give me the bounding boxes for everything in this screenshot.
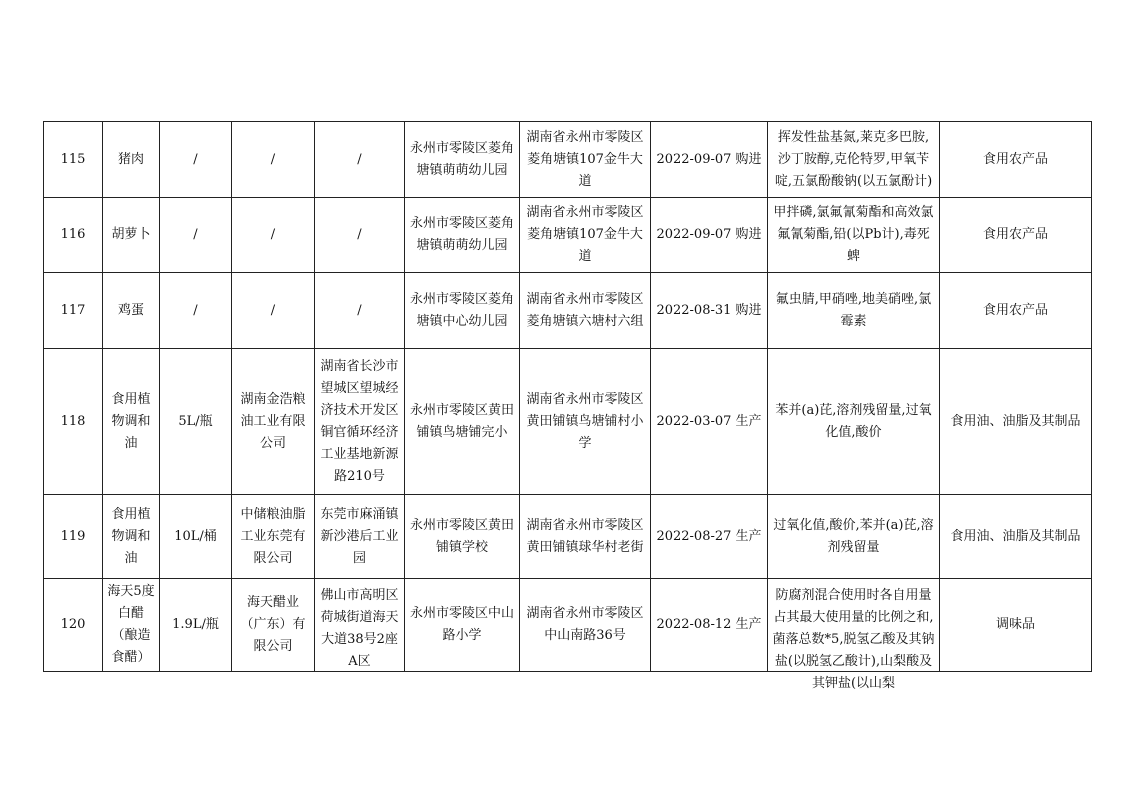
date: 2022-08-27 生产	[651, 495, 768, 579]
test-items: 苯并(a)芘,溶剂残留量,过氧化值,酸价	[768, 349, 940, 495]
date: 2022-08-12 生产	[651, 579, 768, 672]
manufacturer-address: /	[315, 273, 405, 349]
manufacturer: 海天醋业（广东）有限公司	[232, 579, 315, 672]
sampled-unit: 永州市零陵区菱角塘镇中心幼儿园	[405, 273, 520, 349]
row-number: 118	[44, 349, 103, 495]
row-number: 116	[44, 198, 103, 273]
date: 2022-09-07 购进	[651, 198, 768, 273]
specification: 10L/桶	[160, 495, 232, 579]
table-row	[44, 579, 1092, 672]
food-category: 食用农产品	[940, 122, 1092, 198]
manufacturer: 湖南金浩粮油工业有限公司	[232, 349, 315, 495]
sampled-unit-address: 湖南省永州市零陵区菱角塘镇六塘村六组	[520, 273, 651, 349]
test-items: 挥发性盐基氮,莱克多巴胺,沙丁胺醇,克伦特罗,甲氧苄啶,五氯酚酸钠(以五氯酚计)	[768, 122, 940, 198]
specification: 1.9L/瓶	[160, 579, 232, 672]
test-items: 过氧化值,酸价,苯并(a)芘,溶剂残留量	[768, 495, 940, 579]
date: 2022-08-31 购进	[651, 273, 768, 349]
test-items: 氟虫腈,甲硝唑,地美硝唑,氯霉素	[768, 273, 940, 349]
manufacturer-address: /	[315, 198, 405, 273]
row-number: 115	[44, 122, 103, 198]
test-items-text: 防腐剂混合使用时各自用量占其最大使用量的比例之和,菌落总数*5,脱氢乙酸及其钠盐(以脱氢乙酸计),山梨酸及其钾盐(以山梨	[772, 588, 935, 691]
manufacturer-address: 湖南省长沙市望城区望城经济技术开发区铜官循环经济工业基地新源路210号	[315, 349, 405, 495]
date: 2022-03-07 生产	[651, 349, 768, 495]
manufacturer-address: /	[315, 122, 405, 198]
sampled-unit: 永州市零陵区菱角塘镇萌萌幼儿园	[405, 198, 520, 273]
table-row	[44, 122, 1092, 198]
specification: /	[160, 122, 232, 198]
table-row	[44, 273, 1092, 349]
manufacturer-address-text: 佛山市高明区荷城街道海天大道38号2座A区	[320, 588, 399, 669]
date: 2022-09-07 购进	[651, 122, 768, 198]
sampled-unit-address: 湖南省永州市零陵区黄田铺镇球华村老街	[520, 495, 651, 579]
test-items: 甲拌磷,氯氟氰菊酯和高效氯氟氰菊酯,铅(以Pb计),毒死蜱	[768, 198, 940, 273]
food-category: 调味品	[940, 579, 1092, 672]
product-name: 胡萝卜	[103, 198, 160, 273]
product-name: 鸡蛋	[103, 273, 160, 349]
manufacturer: /	[232, 273, 315, 349]
manufacturer: /	[232, 122, 315, 198]
product-name: 猪肉	[103, 122, 160, 198]
product-name: 食用植物调和油	[103, 349, 160, 495]
sampled-unit-address: 湖南省永州市零陵区中山南路36号	[520, 579, 651, 672]
sampling-results-table	[43, 121, 1092, 691]
row-number: 120	[44, 579, 103, 672]
manufacturer: 中储粮油脂工业东莞有限公司	[232, 495, 315, 579]
sampled-unit-address: 湖南省永州市零陵区黄田铺镇鸟塘铺村小学	[520, 349, 651, 495]
sampled-unit-address: 湖南省永州市零陵区菱角塘镇107金牛大道	[520, 122, 651, 198]
specification: /	[160, 273, 232, 349]
food-category: 食用油、油脂及其制品	[940, 349, 1092, 495]
manufacturer-address: 东莞市麻涌镇新沙港后工业园	[315, 495, 405, 579]
manufacturer: /	[232, 198, 315, 273]
test-items	[768, 579, 940, 691]
table-row	[44, 349, 1092, 495]
food-category: 食用农产品	[940, 198, 1092, 273]
manufacturer-address	[315, 579, 405, 672]
row-number: 117	[44, 273, 103, 349]
specification: /	[160, 198, 232, 273]
product-name: 海天5度白醋（酿造食醋）	[103, 579, 160, 672]
specification: 5L/瓶	[160, 349, 232, 495]
row-number: 119	[44, 495, 103, 579]
product-name: 食用植物调和油	[103, 495, 160, 579]
table-row	[44, 198, 1092, 273]
sampled-unit: 永州市零陵区黄田铺镇学校	[405, 495, 520, 579]
table-row	[44, 495, 1092, 579]
sampled-unit-address: 湖南省永州市零陵区菱角塘镇107金牛大道	[520, 198, 651, 273]
food-category: 食用油、油脂及其制品	[940, 495, 1092, 579]
food-category: 食用农产品	[940, 273, 1092, 349]
sampled-unit: 永州市零陵区中山路小学	[405, 579, 520, 672]
sampled-unit: 永州市零陵区黄田铺镇鸟塘铺完小	[405, 349, 520, 495]
sampled-unit: 永州市零陵区菱角塘镇萌萌幼儿园	[405, 122, 520, 198]
